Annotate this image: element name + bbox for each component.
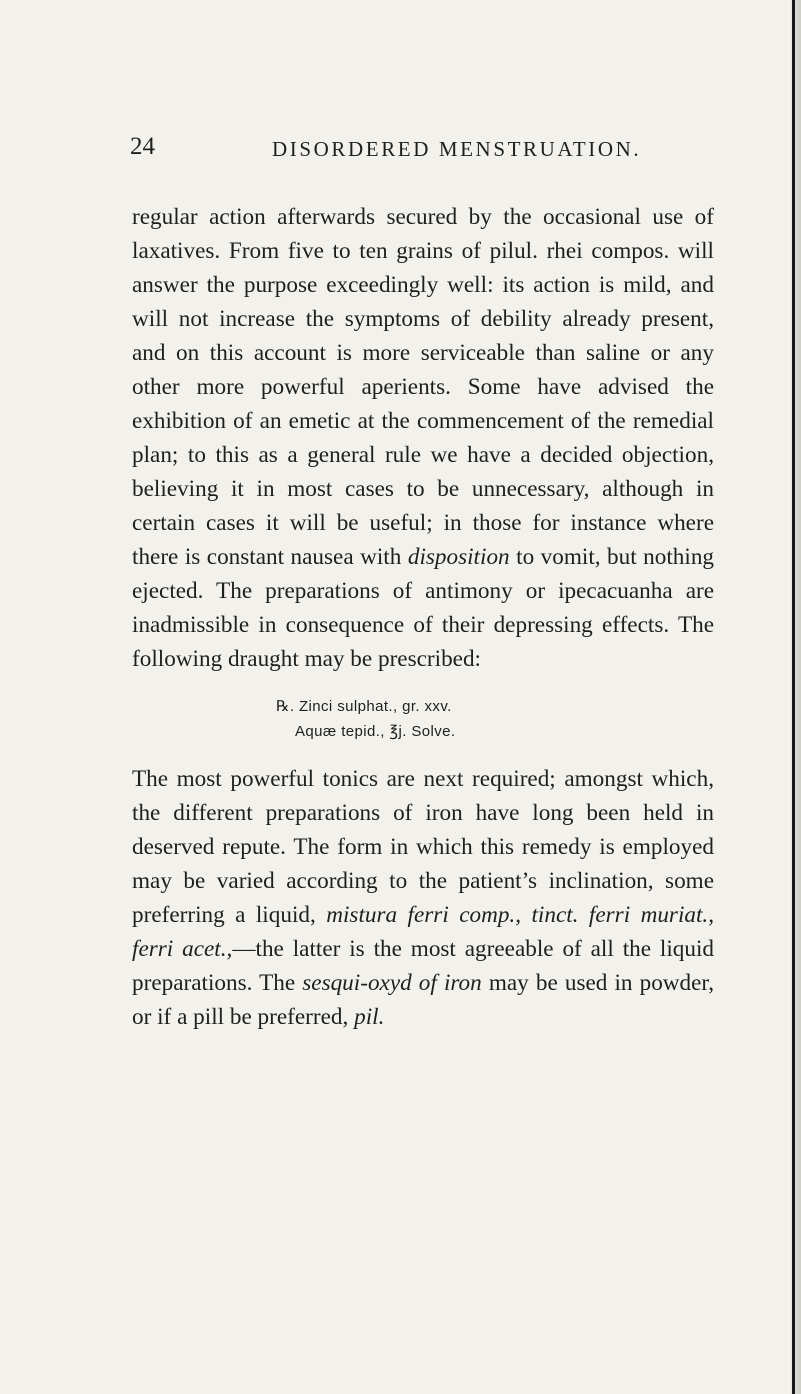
page-edge-line	[792, 0, 795, 1394]
prescription-line-1: ℞. Zinci sulphat., gr. xxv.	[276, 698, 452, 715]
page-number: 24	[130, 133, 155, 160]
paragraph-2	[132, 762, 714, 1034]
paragraph-2-text-2: —the latter is the most agreeable of all the liquid preparations. The	[132, 936, 715, 996]
paragraph-1-emphasis: disposition	[407, 544, 510, 570]
paragraph-1-text-after: to vomit, but nothing ejected. The preparations of antimony or ipecacuanha are inadmissible in consequence of their depressing effects. The following draught may be prescribed:	[132, 544, 715, 672]
body-text	[132, 200, 714, 1034]
paragraph-2-italic-1: mistura ferri comp., tinct. ferri muriat., ferri acet.,	[132, 902, 715, 962]
prescription	[276, 694, 714, 744]
paragraph-1	[132, 200, 714, 676]
paragraph-2-text-1: The most powerful tonics are next required; amongst which, the different preparations of iron have long been held in deserved repute. The form in which this remedy is employed may be varied according to the patient’s inclination, some preferring a liquid,	[132, 766, 714, 928]
paragraph-2-italic-3: pil.	[354, 1004, 385, 1030]
paragraph-2-text-3: may be used in powder, or if a pill be preferred,	[132, 970, 715, 1030]
paragraph-2-italic-2: sesqui-oxyd of iron	[302, 970, 482, 996]
prescription-line-2: Aquæ tepid., ℥j. Solve.	[295, 723, 456, 740]
paragraph-1-text: regular action afterwards secured by the occasional use of laxatives. From five to ten grains of pilul. rhei compos. will answer the purpose exceedingly well: its action is mild, and will not increase the symptoms of debility already present, and on this account is more serviceable than saline or any other more powerful aperients. Some have advised the exhibition of an emetic at the commencement of the remedial plan; to this as a general rule we have a decided objection, believing it in most cases to be unnecessary, although in certain cases it will be useful; in those for instance where there is constant nausea with	[132, 204, 714, 570]
running-head: DISORDERED MENSTRUATION.	[272, 137, 642, 161]
page-header	[0, 132, 801, 162]
